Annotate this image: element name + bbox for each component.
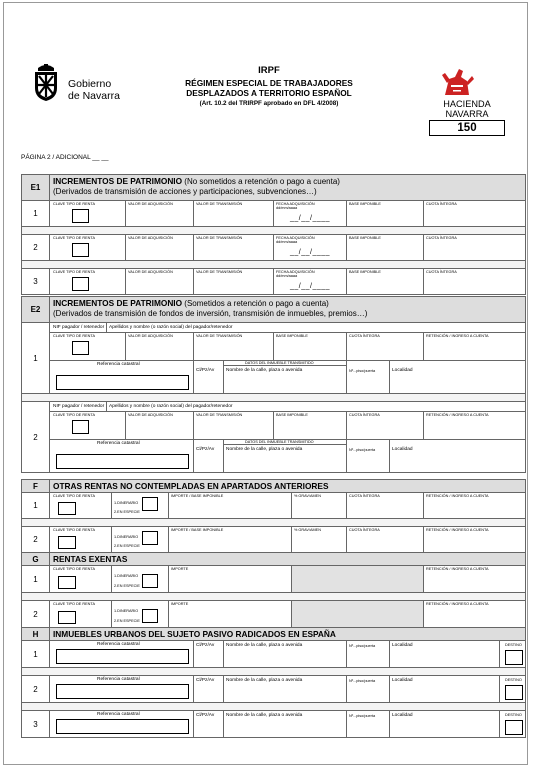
calle-label: Nombre de la calle, plaza o avenida bbox=[226, 447, 303, 452]
section-title bbox=[50, 175, 525, 200]
e1-row-3 bbox=[22, 269, 525, 295]
form-subtitle1: RÉGIMEN ESPECIAL DE TRABAJADORES bbox=[185, 78, 353, 88]
base-label: BASE IMPONIBLE bbox=[276, 413, 308, 417]
row-spacer bbox=[22, 261, 525, 269]
clave-input[interactable] bbox=[72, 209, 89, 223]
dinerario-label: 1.DINERARIO bbox=[114, 535, 139, 539]
section-title-bold: INMUEBLES URBANOS DEL SUJETO PASIVO RADICADOS EN ESPAÑA bbox=[53, 629, 336, 639]
row-number: 2 bbox=[22, 676, 50, 702]
adquisicion-label: VALOR DE ADQUISICIÓN bbox=[128, 413, 173, 417]
cuota-label: CUOTA ÍNTEGRA bbox=[349, 494, 380, 498]
cl-label: Cl/Pz/Av bbox=[196, 713, 215, 718]
date-input[interactable]: __/__/____ bbox=[290, 215, 331, 222]
cuota-label: CUOTA ÍNTEGRA bbox=[426, 202, 457, 206]
tipo-input[interactable] bbox=[142, 609, 158, 623]
h-row-3 bbox=[22, 711, 525, 738]
refcat-input[interactable] bbox=[56, 454, 189, 469]
clave-input[interactable] bbox=[72, 341, 89, 355]
transmision-label: VALOR DE TRANSMISIÓN bbox=[196, 413, 243, 417]
transmision-label: VALOR DE TRANSMISIÓN bbox=[196, 236, 243, 240]
apellidos-label: Apellidos y nombre (o razón social) del pagador/retenedor bbox=[109, 325, 233, 330]
adquisicion-label: VALOR DE ADQUISICIÓN bbox=[128, 202, 173, 206]
especie-label: 2.EN ESPECIE bbox=[114, 510, 140, 514]
importe-base-label: IMPORTE / BASE IMPONIBLE bbox=[171, 494, 224, 498]
dinerario-label: 1.DINERARIO bbox=[114, 574, 139, 578]
row-spacer bbox=[22, 668, 525, 676]
nif-label: NIF pagador / retenedor bbox=[53, 404, 105, 409]
f-row-2 bbox=[22, 527, 525, 553]
section-g-header bbox=[22, 553, 525, 566]
row-number: 1 bbox=[22, 641, 50, 667]
form-page bbox=[3, 2, 528, 765]
h-row-2 bbox=[22, 676, 525, 703]
clave-label: CLAVE TIPO DE RENTA bbox=[53, 567, 95, 571]
e1-row-1 bbox=[22, 201, 525, 227]
fecha-label: FECHA ADQUISICIÓN bbox=[276, 270, 315, 274]
especie-label: 2.EN ESPECIE bbox=[114, 584, 140, 588]
clave-input[interactable] bbox=[72, 420, 89, 434]
importe-label: IMPORTE bbox=[171, 567, 189, 571]
form-subtitle2: DESPLAZADOS A TERRITORIO ESPAÑOL bbox=[186, 88, 352, 98]
clave-input[interactable] bbox=[58, 576, 76, 589]
nif-label: NIF pagador / retenedor bbox=[53, 325, 105, 330]
section-e2-header bbox=[22, 297, 525, 323]
tipo-input[interactable] bbox=[142, 574, 158, 588]
clave-input[interactable] bbox=[72, 277, 89, 291]
transmision-label: VALOR DE TRANSMISIÓN bbox=[196, 334, 243, 338]
section-title-rest: (Sometidos a retención o pago a cuenta) bbox=[182, 299, 329, 308]
especie-label: 2.EN ESPECIE bbox=[114, 619, 140, 623]
row-spacer bbox=[22, 703, 525, 711]
cl-label: Cl/Pz/Av bbox=[196, 643, 215, 648]
calle-label: Nombre de la calle, plaza o avenida bbox=[226, 368, 303, 373]
hacienda-line1: HACIENDA bbox=[443, 99, 491, 109]
cuota-label: CUOTA ÍNTEGRA bbox=[426, 270, 457, 274]
refcat-input[interactable] bbox=[56, 375, 189, 390]
num-label: Nº...piso/puerta bbox=[349, 679, 376, 683]
datos-inmueble-label: DATOS DEL INMUEBLE TRANSMITIDO bbox=[245, 440, 314, 444]
retencion-label: RETENCIÓN / INGRESO A CUENTA bbox=[426, 334, 489, 338]
fecha-format-label: dd/mm/aaaa bbox=[276, 240, 298, 244]
datos-inmueble-label: DATOS DEL INMUEBLE TRANSMITIDO bbox=[245, 361, 314, 365]
destino-input[interactable] bbox=[505, 720, 523, 735]
disabled-cell bbox=[292, 601, 423, 627]
num-label: Nº...piso/puerta bbox=[349, 448, 376, 452]
num-label: Nº...piso/puerta bbox=[349, 644, 376, 648]
date-input[interactable]: __/__/____ bbox=[290, 283, 331, 290]
section-f-header bbox=[22, 480, 525, 493]
refcat-input[interactable] bbox=[56, 684, 189, 699]
section-title bbox=[50, 297, 525, 322]
cl-label: Cl/Pz/Av bbox=[196, 678, 215, 683]
clave-input[interactable] bbox=[58, 502, 76, 515]
clave-label: CLAVE TIPO DE RENTA bbox=[53, 413, 95, 417]
hacienda-navarra-emblem-icon bbox=[439, 65, 475, 99]
section-e1-header bbox=[22, 175, 525, 201]
grav-label: % GRAV/AMEN bbox=[294, 494, 321, 498]
cl-label: Cl/Pz/Av bbox=[196, 447, 215, 452]
row-spacer bbox=[22, 593, 525, 601]
tipo-input[interactable] bbox=[142, 497, 158, 511]
destino-input[interactable] bbox=[505, 650, 523, 665]
section-h bbox=[21, 627, 526, 738]
calle-label: Nombre de la calle, plaza o avenida bbox=[226, 678, 303, 683]
section-title bbox=[50, 480, 525, 492]
adquisicion-label: VALOR DE ADQUISICIÓN bbox=[128, 270, 173, 274]
refcat-input[interactable] bbox=[56, 719, 189, 734]
e1-row-2 bbox=[22, 235, 525, 261]
dinerario-label: 1.DINERARIO bbox=[114, 609, 139, 613]
page-label: PÁGINA 2 / ADICIONAL __ __ bbox=[21, 154, 109, 161]
section-code: H bbox=[22, 628, 50, 640]
calle-label: Nombre de la calle, plaza o avenida bbox=[226, 643, 303, 648]
cl-label: Cl/Pz/Av bbox=[196, 368, 215, 373]
row-number: 1 bbox=[22, 493, 50, 518]
retencion-label: RETENCIÓN / INGRESO A CUENTA bbox=[426, 602, 489, 606]
model-number-box: 150 bbox=[429, 120, 505, 136]
fecha-format-label: dd/mm/aaaa bbox=[276, 206, 298, 210]
dinerario-label: 1.DINERARIO bbox=[114, 501, 139, 505]
refcat-input[interactable] bbox=[56, 649, 189, 664]
cuota-label: CUOTA ÍNTEGRA bbox=[426, 236, 457, 240]
localidad-label: Localidad bbox=[392, 447, 413, 452]
base-label: BASE IMPONIBLE bbox=[349, 270, 381, 274]
section-code: F bbox=[22, 480, 50, 492]
row-number: 1 bbox=[22, 201, 50, 226]
especie-label: 2.EN ESPECIE bbox=[114, 544, 140, 548]
fecha-label: FECHA ADQUISICIÓN bbox=[276, 236, 315, 240]
row-number: 2 bbox=[22, 402, 50, 472]
clave-input[interactable] bbox=[58, 611, 76, 624]
clave-label: CLAVE TIPO DE RENTA bbox=[53, 602, 95, 606]
destino-label: DESTINO bbox=[505, 678, 522, 682]
localidad-label: Localidad bbox=[392, 368, 413, 373]
form-title: IRPF bbox=[258, 65, 280, 76]
tipo-input[interactable] bbox=[142, 531, 158, 545]
section-e1 bbox=[21, 174, 526, 295]
row-number: 2 bbox=[22, 527, 50, 552]
row-number: 2 bbox=[22, 235, 50, 260]
section-title-rest: (No sometidos a retención o pago a cuenta) bbox=[182, 177, 340, 186]
hacienda-name bbox=[428, 99, 506, 119]
clave-label: CLAVE TIPO DE RENTA bbox=[53, 528, 95, 532]
num-label: Nº...piso/puerta bbox=[349, 714, 376, 718]
section-e2 bbox=[21, 296, 526, 473]
cuota-label: CUOTA ÍNTEGRA bbox=[349, 413, 380, 417]
h-row-1 bbox=[22, 641, 525, 668]
row-number: 1 bbox=[22, 566, 50, 592]
section-subtitle: (Derivados de transmisión de acciones y participaciones, subvenciones…) bbox=[53, 187, 317, 196]
section-title bbox=[50, 628, 525, 640]
section-title bbox=[50, 553, 525, 565]
clave-label: CLAVE TIPO DE RENTA bbox=[53, 202, 95, 206]
refcat-label: Referencia catastral bbox=[97, 677, 140, 682]
destino-label: DESTINO bbox=[505, 643, 522, 647]
clave-label: CLAVE TIPO DE RENTA bbox=[53, 334, 95, 338]
clave-label: CLAVE TIPO DE RENTA bbox=[53, 236, 95, 240]
row-spacer bbox=[22, 519, 525, 527]
num-label: Nº...piso/puerta bbox=[349, 369, 376, 373]
section-h-header bbox=[22, 628, 525, 641]
refcat-label: Referencia catastral bbox=[97, 642, 140, 647]
section-code: E1 bbox=[22, 175, 50, 200]
destino-input[interactable] bbox=[505, 685, 523, 700]
refcat-label: Referencia catastral bbox=[97, 362, 140, 367]
importe-base-label: IMPORTE / BASE IMPONIBLE bbox=[171, 528, 224, 532]
section-title-bold: OTRAS RENTAS NO CONTEMPLADAS EN APARTADOS ANTERIORES bbox=[53, 481, 329, 491]
gobierno-line1: Gobierno bbox=[68, 78, 112, 90]
section-f bbox=[21, 479, 526, 553]
retencion-label: RETENCIÓN / INGRESO A CUENTA bbox=[426, 413, 489, 417]
clave-input[interactable] bbox=[58, 536, 76, 549]
row-spacer bbox=[22, 394, 525, 402]
disabled-cell bbox=[292, 566, 423, 592]
section-code: E2 bbox=[22, 297, 50, 322]
fecha-format-label: dd/mm/aaaa bbox=[276, 274, 298, 278]
form-header bbox=[154, 65, 384, 107]
cuota-label: CUOTA ÍNTEGRA bbox=[349, 528, 380, 532]
form-subtitle3: (Art. 10.2 del TRIRPF aprobado en DFL 4/2008) bbox=[199, 100, 339, 107]
grav-label: % GRAV/AMEN bbox=[294, 528, 321, 532]
row-spacer bbox=[22, 227, 525, 235]
row-number: 1 bbox=[22, 323, 50, 393]
navarra-chains-crest-icon bbox=[32, 62, 60, 102]
gobierno-line2: de Navarra bbox=[68, 90, 120, 102]
row-number: 3 bbox=[22, 269, 50, 294]
adquisicion-label: VALOR DE ADQUISICIÓN bbox=[128, 236, 173, 240]
fecha-label: FECHA ADQUISICIÓN bbox=[276, 202, 315, 206]
e2-row-2 bbox=[22, 402, 525, 473]
row-number: 3 bbox=[22, 711, 50, 737]
cuota-label: CUOTA ÍNTEGRA bbox=[349, 334, 380, 338]
refcat-label: Referencia catastral bbox=[97, 712, 140, 717]
e2-row-1 bbox=[22, 323, 525, 394]
transmision-label: VALOR DE TRANSMISIÓN bbox=[196, 202, 243, 206]
destino-label: DESTINO bbox=[505, 713, 522, 717]
section-subtitle: (Derivados de transmisión de fondos de inversión, transmisión de inmuebles, premios…) bbox=[53, 309, 368, 318]
localidad-label: Localidad bbox=[392, 713, 413, 718]
base-label: BASE IMPONIBLE bbox=[349, 236, 381, 240]
base-label: BASE IMPONIBLE bbox=[276, 334, 308, 338]
section-title-bold: RENTAS EXENTAS bbox=[53, 554, 128, 564]
date-input[interactable]: __/__/____ bbox=[290, 249, 331, 256]
g-row-2 bbox=[22, 601, 525, 628]
section-title-bold: INCREMENTOS DE PATRIMONIO bbox=[53, 176, 183, 186]
hacienda-line2: NAVARRA bbox=[445, 109, 489, 119]
retencion-label: RETENCIÓN / INGRESO A CUENTA bbox=[426, 528, 489, 532]
base-label: BASE IMPONIBLE bbox=[349, 202, 381, 206]
clave-label: CLAVE TIPO DE RENTA bbox=[53, 494, 95, 498]
g-row-1 bbox=[22, 566, 525, 593]
clave-input[interactable] bbox=[72, 243, 89, 257]
section-title-bold: INCREMENTOS DE PATRIMONIO bbox=[53, 298, 183, 308]
adquisicion-label: VALOR DE ADQUISICIÓN bbox=[128, 334, 173, 338]
transmision-label: VALOR DE TRANSMISIÓN bbox=[196, 270, 243, 274]
section-g bbox=[21, 552, 526, 628]
localidad-label: Localidad bbox=[392, 643, 413, 648]
localidad-label: Localidad bbox=[392, 678, 413, 683]
retencion-label: RETENCIÓN / INGRESO A CUENTA bbox=[426, 567, 489, 571]
gobierno-name bbox=[68, 78, 120, 102]
clave-label: CLAVE TIPO DE RENTA bbox=[53, 270, 95, 274]
f-row-1 bbox=[22, 493, 525, 519]
importe-label: IMPORTE bbox=[171, 602, 189, 606]
apellidos-label: Apellidos y nombre (o razón social) del pagador/retenedor bbox=[109, 404, 233, 409]
calle-label: Nombre de la calle, plaza o avenida bbox=[226, 713, 303, 718]
refcat-label: Referencia catastral bbox=[97, 441, 140, 446]
section-code: G bbox=[22, 553, 50, 565]
row-number: 2 bbox=[22, 601, 50, 627]
retencion-label: RETENCIÓN / INGRESO A CUENTA bbox=[426, 494, 489, 498]
